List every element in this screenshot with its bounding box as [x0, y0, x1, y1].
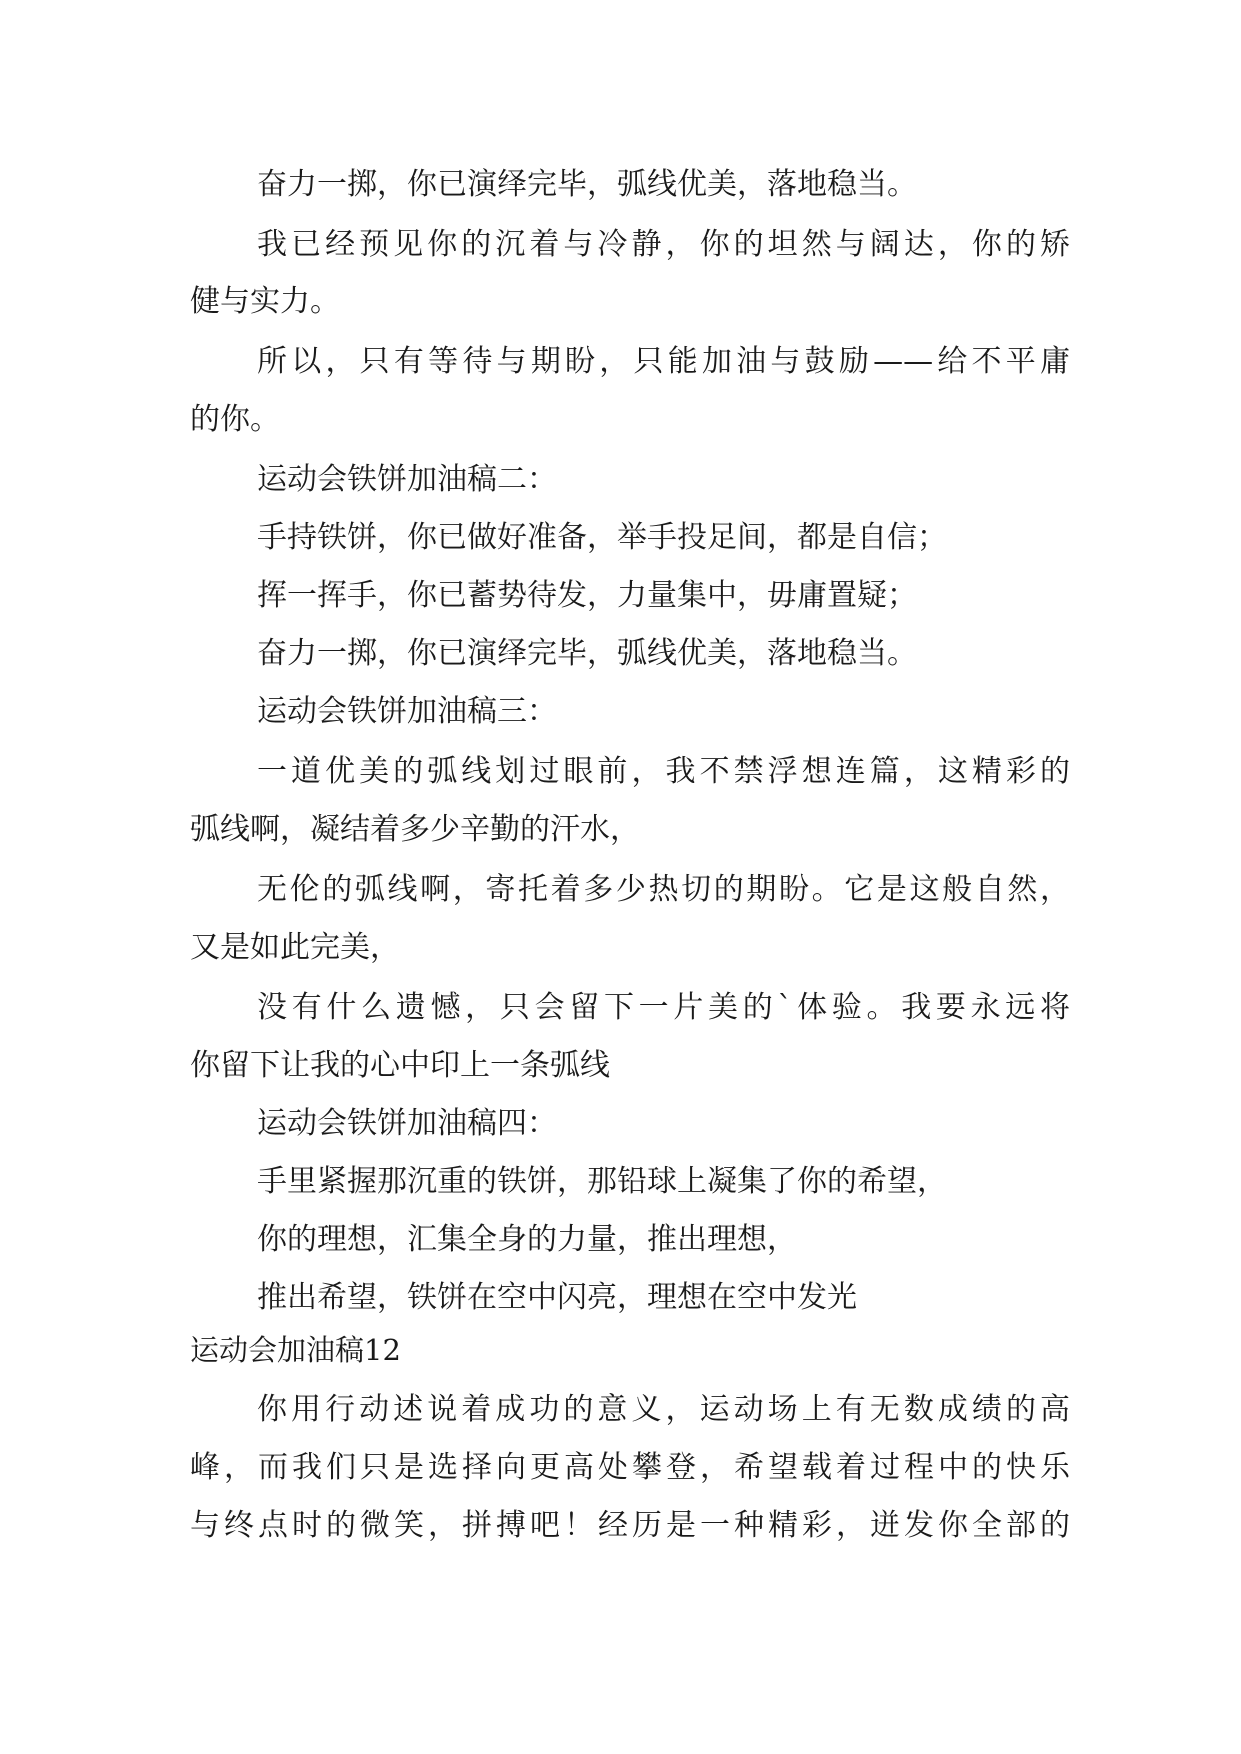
text-line: 峰，而我们只是选择向更高处攀登，希望载着过程中的快乐: [190, 1450, 1070, 1485]
text-line: 手持铁饼，你已做好准备，举手投足间，都是自信；: [257, 520, 947, 555]
text-line: 没有什么遗憾，只会留下一片美的`体验。我要永远将: [257, 990, 1070, 1025]
text-line: 一道优美的弧线划过眼前，我不禁浮想连篇，这精彩的: [257, 754, 1070, 789]
text-line: 挥一挥手，你已蓄势待发，力量集中，毋庸置疑；: [257, 578, 917, 613]
section-heading: 运动会铁饼加油稿四：: [257, 1106, 557, 1141]
section-heading: 运动会铁饼加油稿三：: [257, 694, 557, 729]
text-line: 又是如此完美，: [190, 930, 400, 965]
text-line: 推出希望，铁饼在空中闪亮，理想在空中发光: [257, 1280, 857, 1315]
text-line: 健与实力。: [190, 284, 340, 319]
text-line: 与终点时的微笑，拼搏吧！经历是一种精彩，迸发你全部的: [190, 1508, 1070, 1543]
text-line: 无伦的弧线啊，寄托着多少热切的期盼。它是这般自然，: [257, 872, 1070, 907]
text-line: 弧线啊，凝结着多少辛勤的汗水，: [190, 812, 640, 847]
text-line: 手里紧握那沉重的铁饼，那铅球上凝集了你的希望，: [257, 1164, 947, 1199]
text-line: 奋力一掷，你已演绎完毕，弧线优美，落地稳当。: [257, 636, 917, 671]
text-line: 你用行动述说着成功的意义，运动场上有无数成绩的高: [257, 1392, 1070, 1427]
text-line: 所以，只有等待与期盼，只能加油与鼓励——给不平庸: [257, 344, 1070, 379]
text-line: 奋力一掷，你已演绎完毕，弧线优美，落地稳当。: [257, 167, 917, 202]
text-line: 的你。: [190, 402, 280, 437]
section-heading: 运动会铁饼加油稿二：: [257, 462, 557, 497]
article-title: 运动会加油稿12: [190, 1333, 401, 1367]
text-line: 你的理想，汇集全身的力量，推出理想，: [257, 1222, 797, 1257]
text-line: 我已经预见你的沉着与冷静，你的坦然与阔达，你的矫: [257, 227, 1070, 262]
text-line: 你留下让我的心中印上一条弧线: [190, 1048, 610, 1083]
